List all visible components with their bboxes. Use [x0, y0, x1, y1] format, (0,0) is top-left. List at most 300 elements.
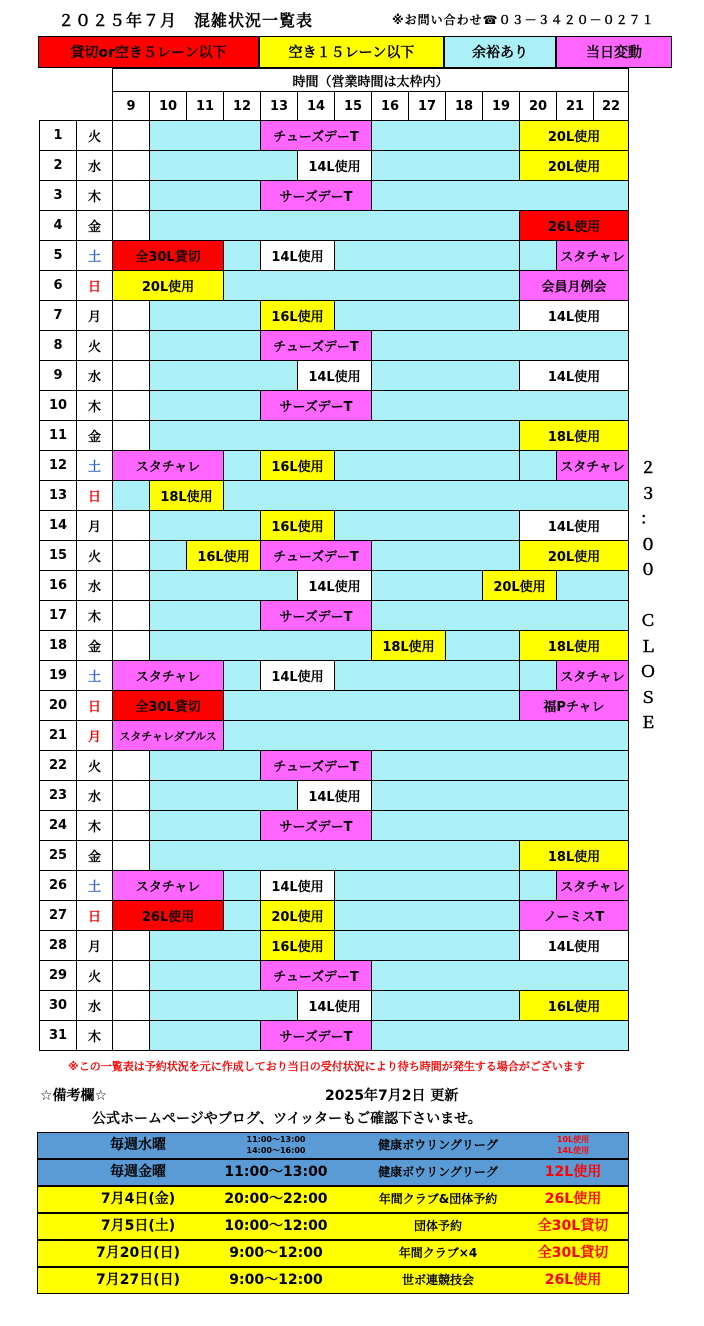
day-number: 3 [40, 181, 77, 211]
hour-header: 11 [187, 92, 224, 121]
table-row [40, 541, 629, 571]
day-number: 26 [40, 871, 77, 901]
availability-cell [113, 931, 150, 961]
day-number: 4 [40, 211, 77, 241]
booking-cell: チューズデーT [261, 751, 372, 781]
booking-cell: サーズデーT [261, 1021, 372, 1051]
booking-cell: 16L使用 [261, 451, 335, 481]
table-row [40, 661, 629, 691]
day-of-week: 水 [77, 571, 113, 601]
legend-cyan: 余裕あり [444, 36, 556, 68]
booking-cell: 14L使用 [298, 991, 372, 1021]
availability-cell [113, 331, 150, 361]
day-of-week: 月 [77, 301, 113, 331]
table-row [40, 931, 629, 961]
table-row [40, 721, 629, 751]
availability-cell [150, 601, 261, 631]
booking-cell: 16L使用 [261, 931, 335, 961]
day-number: 6 [40, 271, 77, 301]
event-usage: 全30L貸切 [537, 1218, 609, 1234]
availability-cell [113, 781, 150, 811]
availability-cell [150, 1021, 261, 1051]
legend-red: 貸切or空き５レーン以下 [38, 36, 259, 68]
booking-cell: スタチャレ [113, 871, 224, 901]
day-number: 15 [40, 541, 77, 571]
booking-cell: 福Pチャレ [520, 691, 629, 721]
availability-cell [372, 151, 520, 181]
availability-cell [224, 451, 261, 481]
booking-cell: 14L使用 [520, 361, 629, 391]
availability-cell [113, 811, 150, 841]
day-number: 30 [40, 991, 77, 1021]
event-time: 11:00～13:00 [224, 1164, 328, 1180]
day-of-week: 木 [77, 391, 113, 421]
availability-cell [372, 781, 629, 811]
day-of-week: 火 [77, 331, 113, 361]
day-of-week: 月 [77, 511, 113, 541]
day-number: 13 [40, 481, 77, 511]
day-of-week: 火 [77, 541, 113, 571]
day-of-week: 火 [77, 961, 113, 991]
hour-header: 18 [446, 92, 483, 121]
event-date: 毎週金曜 [110, 1164, 166, 1180]
booking-cell: 14L使用 [261, 661, 335, 691]
booking-cell: 14L使用 [261, 241, 335, 271]
day-number: 29 [40, 961, 77, 991]
hour-header: 17 [409, 92, 446, 121]
day-of-week: 日 [77, 901, 113, 931]
availability-cell [335, 901, 520, 931]
event-date: 7月4日(金) [100, 1191, 176, 1207]
page-title: ２０２５年７月 混雑状況一覧表 [58, 11, 314, 30]
availability-cell [224, 691, 520, 721]
day-number: 22 [40, 751, 77, 781]
table-row [40, 691, 629, 721]
day-number: 17 [40, 601, 77, 631]
booking-cell: 14L使用 [298, 361, 372, 391]
availability-cell [372, 571, 483, 601]
table-row [40, 391, 629, 421]
table-row [40, 331, 629, 361]
table-row [40, 631, 629, 661]
availability-cell [150, 541, 187, 571]
availability-cell [224, 871, 261, 901]
availability-cell [113, 391, 150, 421]
day-number: 7 [40, 301, 77, 331]
booking-cell: チューズデーT [261, 541, 372, 571]
event-row [37, 1186, 629, 1213]
availability-cell [150, 991, 298, 1021]
availability-cell [150, 811, 261, 841]
booking-cell: スタチャレ [557, 661, 629, 691]
event-usage: 10L使用 [556, 1135, 590, 1144]
close-char: Ｏ [639, 662, 656, 681]
booking-cell: 14L使用 [298, 571, 372, 601]
availability-cell [113, 361, 150, 391]
event-usage: 全30L貸切 [537, 1245, 609, 1261]
close-char: ０ [639, 560, 656, 579]
availability-cell [224, 721, 629, 751]
event-desc: 年間クラブ&団体予約 [378, 1192, 498, 1206]
day-of-week: 日 [77, 691, 113, 721]
availability-cell [372, 361, 520, 391]
day-of-week: 木 [77, 601, 113, 631]
booking-cell: 16L使用 [187, 541, 261, 571]
schedule-table [39, 68, 629, 1051]
availability-cell [150, 181, 261, 211]
day-number: 28 [40, 931, 77, 961]
availability-cell [224, 271, 520, 301]
availability-cell [113, 991, 150, 1021]
day-number: 16 [40, 571, 77, 601]
availability-cell [113, 211, 150, 241]
table-row [40, 421, 629, 451]
day-number: 21 [40, 721, 77, 751]
table-row [40, 601, 629, 631]
event-usage: 26L使用 [544, 1272, 602, 1288]
availability-cell [335, 511, 520, 541]
table-row [40, 871, 629, 901]
availability-cell [150, 631, 372, 661]
booking-cell: 20L使用 [520, 541, 629, 571]
event-desc: 団体予約 [413, 1219, 462, 1233]
availability-cell [372, 1021, 629, 1051]
availability-cell [113, 481, 150, 511]
availability-cell [150, 151, 298, 181]
booking-cell: 16L使用 [261, 301, 335, 331]
hour-header: 21 [557, 92, 594, 121]
booking-cell: 全30L貸切 [113, 241, 224, 271]
availability-cell [113, 631, 150, 661]
availability-cell [113, 421, 150, 451]
day-of-week: 木 [77, 811, 113, 841]
availability-cell [150, 841, 520, 871]
table-row [40, 811, 629, 841]
booking-cell: 20L使用 [520, 121, 629, 151]
day-of-week: 月 [77, 931, 113, 961]
info-text: 公式ホームページやブログ、ツイッターもご確認下さいませ。 [92, 1111, 482, 1127]
day-of-week: 火 [77, 751, 113, 781]
event-time: 11:00～13:00 [246, 1135, 306, 1144]
booking-cell: スタチャレ [557, 451, 629, 481]
availability-cell [150, 961, 261, 991]
booking-cell: 全30L貸切 [113, 691, 224, 721]
availability-cell [150, 121, 261, 151]
booking-cell: 26L使用 [520, 211, 629, 241]
table-row [40, 181, 629, 211]
booking-cell: 14L使用 [520, 931, 629, 961]
event-row [37, 1159, 629, 1186]
day-of-week: 土 [77, 871, 113, 901]
booking-cell: 18L使用 [150, 481, 224, 511]
availability-cell [372, 811, 629, 841]
availability-cell [150, 331, 261, 361]
availability-cell [150, 571, 298, 601]
day-of-week: 金 [77, 421, 113, 451]
corner-blank [40, 92, 77, 121]
event-time: 20:00～22:00 [224, 1191, 328, 1207]
availability-cell [150, 361, 298, 391]
hour-header: 14 [298, 92, 335, 121]
day-number: 31 [40, 1021, 77, 1051]
event-date: 7月20日(日) [95, 1245, 181, 1261]
booking-cell: サーズデーT [261, 811, 372, 841]
booking-cell: 14L使用 [520, 301, 629, 331]
availability-cell [150, 781, 298, 811]
event-usage: 12L使用 [544, 1164, 602, 1180]
table-row [40, 991, 629, 1021]
day-number: 10 [40, 391, 77, 421]
booking-cell: 20L使用 [113, 271, 224, 301]
availability-cell [520, 661, 557, 691]
availability-cell [335, 241, 520, 271]
table-row [40, 901, 629, 931]
event-desc: 世ボ連競技会 [401, 1273, 474, 1287]
day-of-week: 水 [77, 991, 113, 1021]
table-row [40, 361, 629, 391]
corner-blank [77, 92, 113, 121]
availability-cell [520, 451, 557, 481]
event-time: 9:00～12:00 [229, 1245, 323, 1261]
availability-cell [113, 541, 150, 571]
day-number: 19 [40, 661, 77, 691]
day-of-week: 水 [77, 781, 113, 811]
table-row [40, 751, 629, 781]
event-row [37, 1132, 629, 1159]
day-number: 1 [40, 121, 77, 151]
day-of-week: 金 [77, 211, 113, 241]
availability-cell [372, 751, 629, 781]
table-row [40, 1021, 629, 1051]
availability-cell [113, 961, 150, 991]
day-number: 11 [40, 421, 77, 451]
table-row [40, 841, 629, 871]
booking-cell: 20L使用 [261, 901, 335, 931]
hour-header: 22 [594, 92, 629, 121]
legend-magenta: 当日変動 [556, 36, 672, 68]
availability-cell [113, 841, 150, 871]
close-char: ３ [639, 483, 656, 503]
booking-cell: サーズデーT [261, 391, 372, 421]
booking-cell: 16L使用 [261, 511, 335, 541]
availability-cell [150, 301, 261, 331]
table-row [40, 571, 629, 601]
availability-cell [150, 211, 520, 241]
availability-cell [335, 661, 520, 691]
availability-cell [335, 931, 520, 961]
close-char: Ｃ [639, 611, 656, 630]
day-of-week: 金 [77, 841, 113, 871]
booking-cell: 14L使用 [261, 871, 335, 901]
day-of-week: 火 [77, 121, 113, 151]
day-of-week: 金 [77, 631, 113, 661]
day-of-week: 土 [77, 451, 113, 481]
time-header: 時間（営業時間は太枠内） [113, 69, 629, 92]
day-number: 24 [40, 811, 77, 841]
booking-cell: 14L使用 [298, 781, 372, 811]
availability-cell [224, 241, 261, 271]
hour-header: 13 [261, 92, 298, 121]
hour-header: 12 [224, 92, 261, 121]
booking-cell: 18L使用 [520, 421, 629, 451]
availability-cell [372, 391, 629, 421]
booking-cell: スタチャレ [113, 661, 224, 691]
booking-cell: 20L使用 [520, 151, 629, 181]
availability-cell [113, 1021, 150, 1051]
event-row [37, 1267, 629, 1294]
table-row [40, 151, 629, 181]
day-number: 25 [40, 841, 77, 871]
hour-header: 19 [483, 92, 520, 121]
booking-cell: 18L使用 [520, 631, 629, 661]
day-of-week: 水 [77, 361, 113, 391]
day-of-week: 土 [77, 661, 113, 691]
close-char: Ｅ [639, 713, 656, 732]
day-of-week: 日 [77, 271, 113, 301]
booking-cell: チューズデーT [261, 961, 372, 991]
availability-cell [446, 631, 520, 661]
day-number: 2 [40, 151, 77, 181]
table-row [40, 481, 629, 511]
availability-cell [113, 751, 150, 781]
corner-blank [40, 69, 77, 92]
legend-yellow: 空き１５レーン以下 [259, 36, 444, 68]
day-number: 5 [40, 241, 77, 271]
availability-cell [224, 661, 261, 691]
table-row [40, 211, 629, 241]
booking-cell: サーズデーT [261, 181, 372, 211]
availability-cell [113, 601, 150, 631]
event-usage: 26L使用 [544, 1191, 602, 1207]
day-of-week: 土 [77, 241, 113, 271]
availability-cell [224, 901, 261, 931]
availability-cell [150, 421, 520, 451]
booking-cell: 26L使用 [113, 901, 224, 931]
booking-cell: 18L使用 [372, 631, 446, 661]
event-time: 9:00～12:00 [229, 1272, 323, 1288]
availability-cell [150, 931, 261, 961]
close-time-vertical [636, 455, 660, 736]
event-row [37, 1240, 629, 1267]
close-char: ０ [639, 534, 656, 554]
remarks-title: ☆備考欄☆ [40, 1088, 108, 1104]
booking-cell: チューズデーT [261, 331, 372, 361]
booking-cell: 20L使用 [483, 571, 557, 601]
day-of-week: 月 [77, 721, 113, 751]
close-char: ２ [639, 458, 656, 477]
hour-header: 15 [335, 92, 372, 121]
booking-cell: スタチャレ [113, 451, 224, 481]
availability-cell [150, 391, 261, 421]
day-number: 12 [40, 451, 77, 481]
table-row [40, 271, 629, 301]
hour-header: 9 [113, 92, 150, 121]
event-date: 毎週水曜 [110, 1137, 166, 1153]
close-char: Ｓ [639, 687, 656, 707]
day-number: 14 [40, 511, 77, 541]
availability-cell [372, 601, 629, 631]
day-number: 23 [40, 781, 77, 811]
day-number: 18 [40, 631, 77, 661]
availability-cell [372, 121, 520, 151]
event-desc: 年間クラブ×4 [398, 1246, 478, 1260]
availability-cell [113, 151, 150, 181]
day-of-week: 木 [77, 1021, 113, 1051]
availability-cell [150, 511, 261, 541]
booking-cell: スタチャレダブルス [113, 721, 224, 751]
availability-cell [113, 511, 150, 541]
booking-cell: 14L使用 [520, 511, 629, 541]
table-row [40, 451, 629, 481]
table-row [40, 511, 629, 541]
event-time: 14:00～16:00 [246, 1146, 306, 1155]
day-number: 8 [40, 331, 77, 361]
booking-cell: 14L使用 [298, 151, 372, 181]
corner-blank [77, 69, 113, 92]
event-date: 7月27日(日) [95, 1272, 181, 1288]
event-desc: 健康ボウリングリーグ [378, 1165, 498, 1179]
day-of-week: 水 [77, 151, 113, 181]
availability-cell [520, 241, 557, 271]
booking-cell: 16L使用 [520, 991, 629, 1021]
table-row [40, 781, 629, 811]
availability-cell [113, 181, 150, 211]
availability-cell [557, 571, 629, 601]
footnote: ※この一覧表は予約状況を元に作成しており当日の受付状況により待ち時間が発生する場合がございます [68, 1060, 585, 1073]
event-usage: 14L使用 [556, 1146, 590, 1155]
contact-phone: ※お問い合わせ☎０３－３４２０－０２７１ [392, 13, 655, 27]
booking-cell: チューズデーT [261, 121, 372, 151]
event-desc: 健康ボウリングリーグ [378, 1138, 498, 1152]
close-char: Ｌ [639, 636, 656, 656]
availability-cell [335, 301, 520, 331]
availability-cell [372, 181, 629, 211]
table-row [40, 241, 629, 271]
table-row [40, 301, 629, 331]
event-date: 7月5日(土) [100, 1218, 176, 1234]
availability-cell [372, 961, 629, 991]
day-of-week: 木 [77, 181, 113, 211]
availability-cell [335, 871, 520, 901]
booking-cell: 18L使用 [520, 841, 629, 871]
availability-cell [150, 751, 261, 781]
updated-date: 2025年7月2日 更新 [325, 1088, 459, 1104]
close-char [636, 583, 660, 609]
booking-cell: 会員月例会 [520, 271, 629, 301]
table-row [40, 961, 629, 991]
booking-cell: サーズデーT [261, 601, 372, 631]
day-number: 20 [40, 691, 77, 721]
hour-header: 20 [520, 92, 557, 121]
availability-cell [372, 331, 629, 361]
hour-header: 16 [372, 92, 409, 121]
event-row [37, 1213, 629, 1240]
availability-cell [372, 541, 520, 571]
availability-cell [520, 871, 557, 901]
availability-cell [224, 481, 629, 511]
hour-header: 10 [150, 92, 187, 121]
booking-cell: ノーミスT [520, 901, 629, 931]
close-char: ： [639, 509, 656, 528]
availability-cell [113, 121, 150, 151]
event-time: 10:00～12:00 [224, 1218, 328, 1234]
booking-cell: スタチャレ [557, 241, 629, 271]
day-of-week: 日 [77, 481, 113, 511]
booking-cell: スタチャレ [557, 871, 629, 901]
availability-cell [113, 571, 150, 601]
availability-cell [335, 451, 520, 481]
table-row [40, 121, 629, 151]
